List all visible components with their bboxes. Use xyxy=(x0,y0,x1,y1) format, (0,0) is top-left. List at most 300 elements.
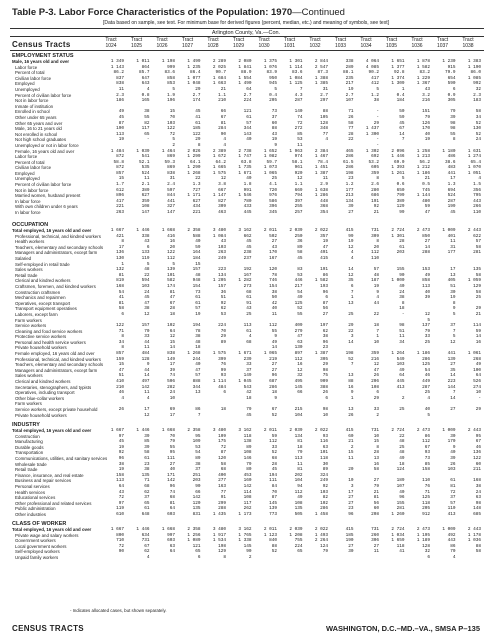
table-cell: 80 xyxy=(246,467,252,473)
table-cell: 2 080 xyxy=(238,59,252,64)
tract-header-1024 xyxy=(98,37,124,49)
table-cell: 11 xyxy=(118,86,124,92)
table-cell: 49 xyxy=(475,362,481,368)
table-cell: 1 125 xyxy=(289,81,303,87)
table-cell: 5 xyxy=(376,86,379,92)
tract-word: Tract xyxy=(105,37,117,43)
table-cell: 61 xyxy=(450,478,456,484)
table-cell: 96 xyxy=(399,495,405,501)
stub-row: Personal services xyxy=(15,483,50,489)
table-cell: 86 xyxy=(450,543,456,549)
table-cell: 57 xyxy=(195,306,201,312)
table-cell: 92 xyxy=(373,204,379,210)
tract-header-1025 xyxy=(124,37,150,49)
table-cell: 28 xyxy=(373,450,379,456)
table-cell: 58 xyxy=(475,109,481,115)
table-cell: 77 xyxy=(348,126,354,132)
table-cell: 12 xyxy=(297,367,303,373)
table-cell: 142 xyxy=(167,478,175,484)
table-cell: 7 xyxy=(452,328,456,334)
table-cell: 83.6 xyxy=(291,70,303,76)
stub-row: Government workers xyxy=(15,538,56,544)
table-cell: 26 xyxy=(348,114,354,120)
table-cell: 170 xyxy=(447,439,456,445)
table-cell: 70 xyxy=(169,114,175,120)
table-cell: 8 xyxy=(121,345,124,351)
table-cell: 415 xyxy=(320,255,328,261)
table-cell: 142 xyxy=(243,483,252,489)
table-cell: 66 xyxy=(297,390,303,396)
table-cell: 1 073 xyxy=(263,165,277,171)
table-cell: 33 xyxy=(144,334,150,340)
table-cell: 27 xyxy=(373,543,379,549)
table-cell: 1.2 xyxy=(345,182,354,188)
table-cell: 120 xyxy=(269,267,277,273)
table-cell: 27 xyxy=(271,367,277,373)
table-cell: 34 xyxy=(399,339,405,345)
table-cell: 239 xyxy=(243,356,252,362)
table-cell: 160 xyxy=(243,478,252,484)
table-cell: 61 xyxy=(195,120,201,126)
table-cell: 441 xyxy=(167,198,175,204)
table-cell: 52 xyxy=(475,131,481,137)
tract-word: Tract xyxy=(207,37,219,43)
table-cell: 238 xyxy=(243,250,252,256)
table-cell: 13 xyxy=(373,455,379,461)
table-cell: 15 xyxy=(118,362,124,368)
stub-row: Clerical and kindred workers xyxy=(15,379,71,385)
table-cell: 27 xyxy=(271,362,277,368)
table-cell: 49 xyxy=(399,455,405,461)
table-cell: 1 377 xyxy=(391,64,405,70)
table-cell: 5 xyxy=(146,261,150,267)
table-cell: 1 264 xyxy=(391,351,405,357)
table-cell: 112 xyxy=(167,255,175,261)
table-cell: 93 xyxy=(322,433,328,439)
table-cell: 410 xyxy=(116,379,124,385)
table-cell: 3 480 xyxy=(212,228,226,233)
table-cell: 38 xyxy=(195,334,201,340)
table-cell: 192 xyxy=(243,267,252,273)
table-cell: 88 xyxy=(348,379,354,385)
table-cell: 99 xyxy=(399,210,405,216)
table-cell: 1 171 xyxy=(187,193,201,199)
table-cell: - xyxy=(376,137,379,143)
table-cell: 272 xyxy=(294,126,303,132)
table-cell: 586 xyxy=(269,198,277,204)
table-cell: 1 xyxy=(350,295,354,301)
table-cell: 11 xyxy=(144,345,150,351)
table-cell: 844 xyxy=(167,193,175,199)
table-cell: 39 xyxy=(424,295,430,301)
table-cell: 43 xyxy=(220,239,226,245)
table-cell: 53 xyxy=(195,444,201,450)
value-column-1024 xyxy=(98,428,124,518)
table-cell: 279 xyxy=(294,328,303,334)
table-cell: 197 xyxy=(320,323,328,329)
stub-row: Personal and health service workers xyxy=(15,339,86,345)
table-cell: 1 180 xyxy=(442,148,456,154)
table-cell: 348 xyxy=(320,126,328,132)
table-cell: 25 xyxy=(424,339,430,345)
table-cell: 795 xyxy=(473,193,481,199)
table-cell: 2.3 xyxy=(116,92,124,98)
table-cell: 33 xyxy=(424,334,430,340)
table-cell: 136 xyxy=(473,450,481,456)
table-cell: 103 xyxy=(141,283,150,289)
table-cell: 449 xyxy=(422,379,430,385)
table-cell: 142 xyxy=(192,495,201,501)
value-column-1031 xyxy=(277,228,303,418)
table-cell: 47 xyxy=(144,300,150,306)
value-column-1030 xyxy=(251,527,277,561)
table-cell: 22 xyxy=(348,137,354,143)
table-cell: 612 xyxy=(116,187,124,193)
table-cell xyxy=(430,413,456,419)
table-cell: 446 xyxy=(294,278,303,284)
table-cell: 79 xyxy=(246,461,252,467)
table-cell: 417 xyxy=(116,198,124,204)
table-cell: 794 xyxy=(294,193,303,199)
table-cell: 909 xyxy=(320,379,328,385)
table-cell: 1 070 xyxy=(467,165,481,171)
table-cell: 305 xyxy=(447,98,456,104)
table-cell: 45 xyxy=(195,109,201,115)
table-cell: 1 735 xyxy=(238,165,252,171)
table-cell: 441 xyxy=(447,351,456,357)
table-cell: 19 xyxy=(450,295,456,301)
table-cell: 18 xyxy=(220,407,226,412)
table-cell: 1 009 xyxy=(442,527,456,532)
table-cell: 107 xyxy=(345,98,354,104)
tract-header-1034 xyxy=(353,37,379,49)
table-cell: 0.4 xyxy=(269,92,277,98)
stub-row: Other 65 years and over xyxy=(15,120,63,126)
table-cell: 6 xyxy=(325,295,328,301)
table-cell: 113 xyxy=(116,478,124,484)
table-cell: 18 xyxy=(246,395,252,401)
tract-number: 1028 xyxy=(207,43,219,49)
table-cell: 650 xyxy=(396,187,405,193)
table-cell: 56 xyxy=(373,500,379,506)
table-cell: 130 xyxy=(473,126,481,132)
table-cell: 912 xyxy=(422,511,430,517)
table-cell: 60 xyxy=(373,506,379,512)
table-cell: 119 xyxy=(141,255,150,261)
table-cell: 19 xyxy=(348,86,354,92)
table-cell: 38 xyxy=(118,461,124,467)
table-cell: 147 xyxy=(141,210,150,216)
table-cell: 94 xyxy=(297,483,303,489)
table-cell: 11 xyxy=(373,549,379,555)
table-cell: 502 xyxy=(269,233,277,239)
table-cell: 4 xyxy=(478,176,481,182)
table-cell: 211 xyxy=(473,467,481,473)
table-cell: 52 xyxy=(271,549,277,555)
table-cell: 58 xyxy=(348,120,354,126)
table-cell: 1 000 xyxy=(391,278,405,284)
table-cell: 2 011 xyxy=(263,527,277,532)
table-cell: 50 xyxy=(271,295,277,301)
table-cell: 1 582 xyxy=(314,278,328,284)
tract-header-1037 xyxy=(430,37,456,49)
table-cell: 40 xyxy=(399,283,405,289)
table-cell: 287 xyxy=(447,198,456,204)
table-cell: 1.1 xyxy=(294,182,303,188)
table-cell: - xyxy=(376,109,379,115)
table-cell: 27 xyxy=(373,478,379,484)
table-cell: 72 xyxy=(118,495,124,501)
table-cell: 118 xyxy=(243,433,252,439)
table-cell: 102 xyxy=(320,500,328,506)
table-cell: 49 xyxy=(297,495,303,501)
table-cell: 103 xyxy=(167,120,175,126)
table-cell: 58 xyxy=(118,306,124,312)
table-cell: 2 039 xyxy=(289,228,303,233)
stub-row: Private wage and salary workers xyxy=(15,532,79,538)
table-cell: 4 085 xyxy=(365,64,379,70)
table-cell: 45 xyxy=(118,439,124,445)
table-cell: 100 xyxy=(473,367,481,373)
table-cell: 70 xyxy=(169,433,175,439)
table-cell: 627 xyxy=(141,193,150,199)
value-column-1034 xyxy=(353,228,379,418)
area-name: Arlington County, Va.—Con. xyxy=(211,30,281,36)
table-cell: 1 554 xyxy=(238,75,252,81)
table-cell: 1 059 xyxy=(467,278,481,284)
value-column-1030 xyxy=(251,59,277,216)
table-cell: 19 xyxy=(271,137,277,143)
stub-row: Private household workers xyxy=(15,345,67,351)
stub-row: Employed xyxy=(15,170,35,176)
table-cell: 58 xyxy=(475,272,481,278)
table-cell: 62 xyxy=(220,306,226,312)
table-cell: 13 xyxy=(348,300,354,306)
table-cell: 69.0 xyxy=(393,159,405,165)
table-cell: 1 963 xyxy=(289,148,303,154)
table-cell: 950 xyxy=(269,75,277,81)
table-cell: 20 xyxy=(348,467,354,473)
table-cell: 110 xyxy=(447,506,456,512)
table-cell: 58 xyxy=(475,549,481,555)
value-column-1029 xyxy=(226,59,252,216)
table-cell: 6 xyxy=(121,311,124,317)
table-cell: 309 xyxy=(218,204,226,210)
table-cell: 185 xyxy=(192,126,201,132)
table-cell: 146 xyxy=(243,455,252,461)
stub-row: Private household workers xyxy=(15,412,67,418)
table-cell: 4 xyxy=(452,554,456,560)
table-cell: 52.1 xyxy=(138,159,150,165)
table-cell: 16 xyxy=(348,384,354,390)
table-cell: 945 xyxy=(269,81,277,87)
table-cell: 134 xyxy=(218,272,226,278)
table-cell: 27 xyxy=(348,500,354,506)
table-cell: 24 xyxy=(399,289,405,295)
table-cell: 121 xyxy=(243,109,252,115)
table-cell: 139 xyxy=(269,506,277,512)
table-cell: 198 xyxy=(345,351,354,357)
table-cell: 18 xyxy=(271,390,277,396)
table-cell: 79 xyxy=(450,109,456,115)
tract-word: Tract xyxy=(258,37,270,43)
stub-row: Wholesale trade xyxy=(15,461,47,467)
table-cell: 1 458 xyxy=(314,511,328,517)
table-cell: 48 xyxy=(373,272,379,278)
table-cell: 171 xyxy=(167,472,175,478)
table-cell: 21 xyxy=(373,210,379,216)
stub-row: Protective service workers xyxy=(15,334,67,340)
table-cell: 997 xyxy=(167,532,175,538)
table-cell: 647 xyxy=(141,75,150,81)
tract-number: 1026 xyxy=(156,43,168,49)
table-cell: 12 xyxy=(169,334,175,340)
table-cell: 36 xyxy=(220,289,226,295)
table-cell: 1 575 xyxy=(212,170,226,176)
table-cell: 359 xyxy=(371,170,379,176)
table-cell: 1 301 xyxy=(289,59,303,64)
table-cell: 217 xyxy=(345,81,354,87)
table-cell: 2 011 xyxy=(263,428,277,433)
table-cell: 101 xyxy=(167,272,175,278)
table-cell: 12 xyxy=(297,176,303,182)
table-cell: 11 xyxy=(348,455,354,461)
table-cell: 16 xyxy=(373,461,379,467)
stub-row: Laborers, except farm xyxy=(15,311,58,317)
value-column-1033 xyxy=(328,527,354,561)
stub-row: Percent of civilian labor force xyxy=(15,92,72,98)
table-cell: 1.1 xyxy=(218,92,226,98)
stub-row: Unpaid family workers xyxy=(15,554,59,560)
table-cell: 1 123 xyxy=(263,532,277,538)
table-cell: 1 114 xyxy=(212,379,226,385)
table-cell: 59 xyxy=(399,114,405,120)
table-cell: 2 022 xyxy=(314,228,328,233)
table-cell: 45 xyxy=(271,467,277,473)
table-cell: 1 546 xyxy=(238,193,252,199)
table-cell: 244 xyxy=(192,356,201,362)
table-cell: 1 189 xyxy=(416,538,430,544)
table-cell: 71 xyxy=(348,109,354,115)
table-cell: 22 xyxy=(373,311,379,317)
table-cell: 56 xyxy=(322,306,328,312)
table-cell xyxy=(455,413,481,419)
table-cell: 495 xyxy=(294,379,303,385)
table-cell: 88.1 xyxy=(342,70,354,76)
table-cell: 20 xyxy=(373,244,379,250)
table-cell: 831 xyxy=(192,511,201,517)
table-cell: 1 349 xyxy=(110,59,124,64)
table-cell: 79 xyxy=(169,439,175,445)
stub-row: Employed xyxy=(15,81,35,87)
table-cell: 27 xyxy=(169,461,175,467)
table-cell xyxy=(353,555,379,561)
table-cell: 174 xyxy=(167,283,175,289)
tract-word: Tract xyxy=(283,37,296,43)
table-cell: 1 235 xyxy=(187,64,201,70)
table-cell: 42 xyxy=(271,300,277,306)
table-cell: 2 443 xyxy=(467,527,481,532)
table-cell: 98 xyxy=(399,323,405,329)
table-cell: 1 084 xyxy=(289,75,303,81)
table-cell: 66 xyxy=(220,109,226,115)
stub-row: Clerical and kindred workers xyxy=(15,278,71,284)
table-cell: 165 xyxy=(141,98,150,104)
table-cell: 27 xyxy=(271,239,277,245)
table-cell: 389 xyxy=(396,198,405,204)
table-cell: 54 xyxy=(424,367,430,373)
table-cell: 144 xyxy=(447,384,456,390)
table-cell: 22 xyxy=(399,433,405,439)
table-cell: 11 xyxy=(297,142,303,148)
table-cell: 397 xyxy=(294,198,303,204)
table-cell: 129 xyxy=(473,283,481,289)
table-cell: 93 xyxy=(424,450,430,456)
table-cell: 1 065 xyxy=(263,351,277,357)
table-cell: 465 xyxy=(345,148,354,154)
table-cell: 38 xyxy=(195,461,201,467)
table-cell: 52 xyxy=(297,306,303,312)
table-cell: 64 xyxy=(169,328,175,334)
value-column-1024 xyxy=(98,59,124,216)
table-cell: 280 xyxy=(371,187,379,193)
table-cell: 11 xyxy=(144,390,150,396)
table-cell: 12 xyxy=(144,412,150,418)
table-cell: 19 xyxy=(118,137,124,143)
table-cell: 43 xyxy=(246,306,252,312)
table-cell: 19 xyxy=(322,239,328,245)
tract-word: Tract xyxy=(462,37,474,43)
stub-row: Durable goods xyxy=(15,444,44,450)
table-cell: 113 xyxy=(116,131,124,137)
table-cell: 853 xyxy=(167,81,175,87)
table-cell: 15 xyxy=(169,339,175,345)
stub-row: Labor force xyxy=(15,64,38,70)
stub-row: Not in labor force xyxy=(15,187,49,193)
table-cell: 11 xyxy=(322,176,328,182)
value-column-1033 xyxy=(328,59,354,216)
stub-row: Total employed, 16 years old and over xyxy=(12,428,92,433)
value-column-1029 xyxy=(226,527,252,561)
table-cell: 65.4 xyxy=(470,159,481,165)
table-cell: 149 xyxy=(243,373,252,379)
table-cell: 897 xyxy=(294,351,303,357)
table-cell: 15 xyxy=(348,450,354,456)
table-cell: 104 xyxy=(294,412,303,418)
table-cell: 603 xyxy=(167,511,175,517)
table-cell: 1 765 xyxy=(238,532,252,538)
table-cell: 98 xyxy=(475,500,481,506)
table-cell: 55 xyxy=(169,444,175,450)
value-column-1025 xyxy=(124,527,150,561)
value-column-1038 xyxy=(455,527,481,561)
value-column-1031 xyxy=(277,59,303,216)
table-cell: 1.7 xyxy=(116,182,124,188)
table-cell: 202 xyxy=(294,472,303,478)
stub-row: Female employed, 16 years old and over xyxy=(15,351,95,357)
table-cell: 49 xyxy=(271,339,277,345)
table-cell: 40 xyxy=(424,289,430,295)
table-cell: 215 xyxy=(294,407,303,412)
table-cell: 87 xyxy=(271,495,277,501)
table-cell: 46 xyxy=(118,390,124,396)
table-cell: 110 xyxy=(371,255,379,261)
table-cell: 199 xyxy=(447,204,456,210)
table-cell: 17 xyxy=(450,176,456,182)
table-cell: 151 xyxy=(422,109,430,115)
table-cell: 145 xyxy=(269,500,277,506)
table-cell: 6 xyxy=(376,390,379,396)
